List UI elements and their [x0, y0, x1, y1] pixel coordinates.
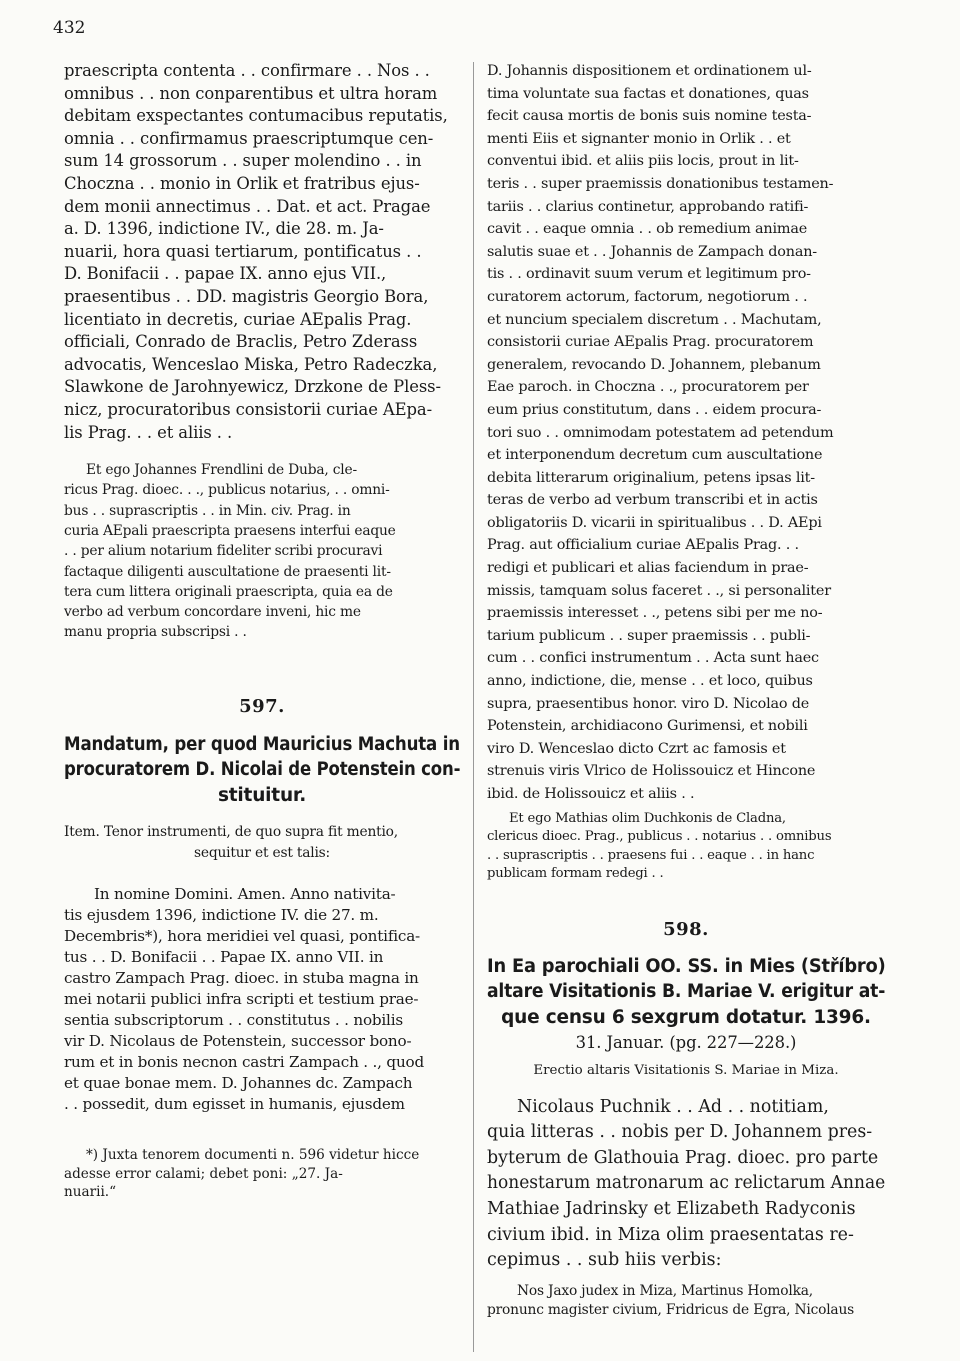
paragraph-dispositionem — [487, 60, 885, 806]
document-date-598 — [487, 1032, 885, 1055]
text-line: tori suo . . omnimodam potestatem ad petendum — [487, 424, 834, 441]
text-line: Choczna . . monio in Orlik et fratribus ejus- — [64, 173, 420, 193]
text-line: generalem, revocando D. Johannem, plebanum — [487, 356, 821, 373]
paragraph-nicolaus-puchnik — [487, 1095, 885, 1274]
text-line: Nos Jaxo judex in Miza, Martinus Homolka, — [517, 1282, 813, 1299]
text-line: tis ejusdem 1396, indictione IV. die 27. m. — [64, 905, 379, 924]
text-line: Slawkone de Jarohnyewicz, Drzkone de Pless- — [64, 377, 441, 397]
text-line: honestarum matronarum ac relictarum Annae — [487, 1173, 886, 1194]
text-line: praemissis interesset . ., petens sibi per me no- — [487, 605, 823, 622]
text-line: teras de verbo ad verbum transcribi et in actis — [487, 492, 818, 509]
text-line: Item. Tenor instrumenti, de quo supra fit mentio, — [64, 824, 398, 841]
text-line: Mathiae Jadrinsky et Elizabeth Radyconis — [487, 1199, 856, 1220]
text-line: teris . . super praemissis donationibus testamen- — [487, 175, 834, 192]
text-line: verbo ad verbum concordare inveni, hic me — [64, 604, 361, 621]
text-line: . . suprascriptis . . praesens fui . . eaque . . in hanc — [487, 847, 815, 863]
text-line: quia litteras . . nobis per D. Johannem pres- — [487, 1122, 873, 1143]
text-line: D. Johannis dispositionem et ordinationem ul- — [487, 63, 812, 79]
text-line: stituitur. — [217, 784, 307, 806]
footnote — [64, 1146, 460, 1202]
text-line: *) Juxta tenorem documenti n. 596 videtur hicce — [86, 1146, 420, 1163]
text-line: tus . . D. Bonifacii . . Papae IX. anno VII. in — [64, 947, 384, 966]
text-line: conventui ibid. et aliis piis locis, prout in lit- — [487, 153, 799, 170]
text-line: ibid. de Holissouicz et aliis . . — [487, 786, 695, 802]
text-line: que censu 6 sexgrum dotatur. 1396. — [501, 1006, 871, 1028]
text-line: salutis suae et . . Johannis de Zampach donan- — [487, 243, 817, 260]
text-line: . . per alium notarium fideliter scribi procuravi — [64, 543, 383, 560]
text-line: sequitur et est talis: — [194, 844, 330, 861]
notary-subscription-mathias — [487, 810, 885, 884]
text-line: redigi et publicari et alias faciendum in prae- — [487, 560, 809, 577]
text-line: rum et in bonis necnon castri Zampach . ., quod — [64, 1052, 425, 1071]
text-line: advocatis, Wenceslao Miska, Petro Radeczka, — [64, 354, 438, 374]
text-line: et quae bonae mem. D. Johannes dc. Zampach — [64, 1073, 413, 1092]
text-line: Et ego Johannes Frendlini de Duba, cle- — [86, 462, 357, 479]
text-line: castro Zampach Prag. dioec. in stuba magna in — [64, 968, 419, 987]
text-line: pronunc magister civium, Fridricus de Egra, Nicolaus — [487, 1301, 855, 1318]
document-title-597 — [64, 732, 460, 809]
text-line: viro D. Wenceslao dicto Czrt ac famosis et — [487, 740, 786, 757]
text-line: fecit causa mortis de bonis suis nomine testa- — [487, 108, 812, 125]
text-line: manu propria subscripsi . . — [64, 624, 247, 641]
text-line: tima voluntate sua factas et donationes, quas — [487, 85, 809, 102]
text-line: altare Visitationis B. Mariae V. erigitur at- — [487, 981, 886, 1003]
text-line: procuratorem D. Nicolai de Potenstein con- — [64, 759, 461, 781]
text-line: anno, indictione, die, mense . . et loco, quibus — [487, 673, 813, 690]
text-line: Nicolaus Puchnik . . Ad . . notitiam, — [517, 1096, 829, 1117]
text-line: obligatoriis D. vicarii in spiritualibus . . D. AEpi — [487, 514, 822, 531]
text-line: civium ibid. in Miza olim praesentatas re- — [487, 1224, 854, 1245]
text-line: nuarii, hora quasi tertiarum, pontificatus . . — [64, 241, 422, 261]
text-line: omnibus . . non conparentibus et ultra horam — [64, 83, 438, 103]
text-line: sum 14 grossorum . . super molendino . . in — [64, 151, 422, 171]
text-line: et interponendum decretum cum auscultatione — [487, 447, 823, 464]
text-line: nuarii.“ — [64, 1184, 117, 1201]
text-line: bus . . suprascriptis . . in Min. civ. Prag. in — [64, 502, 351, 519]
text-line: Prag. aut officialium curiae AEpalis Prag. . . — [487, 537, 799, 554]
text-line: mei notarii publici infra scripti et testium prae- — [64, 989, 419, 1008]
column-divider — [473, 62, 474, 1352]
text-line: officiali, Conrado de Braclis, Petro Zderass — [64, 332, 418, 352]
text-line: praescripta contenta . . confirmare . . Nos . . — [64, 61, 430, 80]
left-column — [64, 60, 460, 1202]
text-line: eum prius constitutum, dans . . eidem procura- — [487, 401, 822, 418]
text-line: cavit . . eaque omnia . . ob remedium animae — [487, 221, 808, 238]
text-line: factaque diligenti auscultatione de praesenti lit- — [64, 563, 391, 580]
text-line: D. Bonifacii . . papae IX. anno ejus VII., — [64, 264, 387, 284]
text-line: curia AEpali praescripta praesens interfui eaque — [64, 522, 396, 539]
right-column — [487, 60, 885, 1320]
text-line: a. D. 1396, indictione IV., die 28. m. Ja- — [64, 219, 384, 239]
text-line: omnia . . confirmamus praescriptumque cen- — [64, 128, 434, 148]
text-line: cepimus . . sub hiis verbis: — [487, 1250, 722, 1271]
text-line: licentiato in decretis, curiae AEpalis Prag. — [64, 309, 412, 329]
notary-subscription-frendlini — [64, 460, 460, 643]
text-line: clericus dioec. Prag., publicus . . notarius . . omnibus — [487, 829, 832, 845]
text-line: praesentibus . . DD. magistris Georgio Bora, — [64, 286, 429, 306]
item-intro — [64, 822, 460, 863]
text-line: cum . . confici instrumentum . . Acta sunt haec — [487, 650, 819, 667]
text-line: consistorii curiae AEpalis Prag. procuratorem — [487, 334, 814, 351]
text-line: missis, tamquam solus faceret . ., si personaliter — [487, 582, 831, 599]
text-line: tera cum littera originali praescripta, quia ea de — [64, 583, 393, 600]
text-line: lis Prag. . . et aliis . . — [64, 422, 233, 442]
text-line: . . possedit, dum egisset in humanis, ejusdem — [64, 1094, 405, 1113]
text-line: debitam exspectantes contumacibus reputatis, — [64, 106, 448, 126]
paragraph-nos-jaxo — [487, 1282, 885, 1320]
text-line: debita litterarum originalium, petens ipsas lit- — [487, 469, 815, 486]
text-line: tariis . . clarius continetur, approbando ratifi- — [487, 198, 809, 215]
page-number: 432 — [53, 18, 86, 38]
text-line: sentia subscriptorum . . constitutus . . nobilis — [64, 1010, 403, 1029]
text-line: Decembris*), hora meridiei vel quasi, pontifica- — [64, 926, 420, 945]
text-line: Potenstein, archidiacono Gurimensi, et nobili — [487, 718, 808, 735]
text-line: ricus Prag. dioec. . ., publicus notarius, . . omni- — [64, 482, 390, 499]
document-subtitle-598: Erectio altaris Visitationis S. Mariae in Miza. — [533, 1062, 839, 1078]
text-line: supra, praesentibus honor. viro D. Nicolao de — [487, 695, 810, 712]
text-line: In nomine Domini. Amen. Anno nativita- — [94, 884, 396, 903]
text-line: byterum de Glathouia Prag. dioec. pro parte — [487, 1147, 879, 1168]
text-line: curatorem actorum, factorum, negotiorum . . — [487, 288, 808, 305]
text-line: menti Eiis et signanter monio in Orlik . . et — [487, 130, 791, 147]
text-line: In Ea parochiali OO. SS. in Mies (Stříbro) — [487, 955, 886, 977]
text-line: tarium publicum . . super praemissis . . publi- — [487, 627, 811, 644]
text-line: publicam formam redegi . . — [487, 866, 664, 882]
text-line: Mandatum, per quod Mauricius Machuta in — [64, 733, 460, 755]
text-line: nicz, procuratoribus consistorii curiae AEpa- — [64, 399, 433, 419]
document-number-597: 597. — [239, 695, 285, 717]
text-line: Et ego Mathias olim Duchkonis de Cladna, — [509, 810, 786, 826]
text-line: adesse error calami; debet poni: „27. Ja- — [64, 1165, 343, 1182]
text-line: vir D. Nicolaus de Potenstein, successor bono- — [64, 1031, 412, 1050]
document-number-598: 598. — [663, 918, 709, 940]
text-line: et nuncium specialem discretum . . Machutam, — [487, 311, 822, 328]
text-line: strenuis viris Vlrico de Holissouicz et Hincone — [487, 763, 816, 780]
paragraph-in-nomine-domini — [64, 884, 460, 1115]
document-title-598 — [487, 954, 885, 1031]
text-line: dem monii annectimus . . Dat. et act. Pragae — [64, 196, 431, 216]
text-line: Eae paroch. in Choczna . ., procuratorem per — [487, 379, 809, 396]
date-line: 31. Januar. (pg. 227—228.) — [575, 1033, 797, 1053]
text-line: tis . . ordinavit suum verum et legitimum pro- — [487, 266, 811, 283]
paragraph-confirmation — [64, 60, 460, 444]
